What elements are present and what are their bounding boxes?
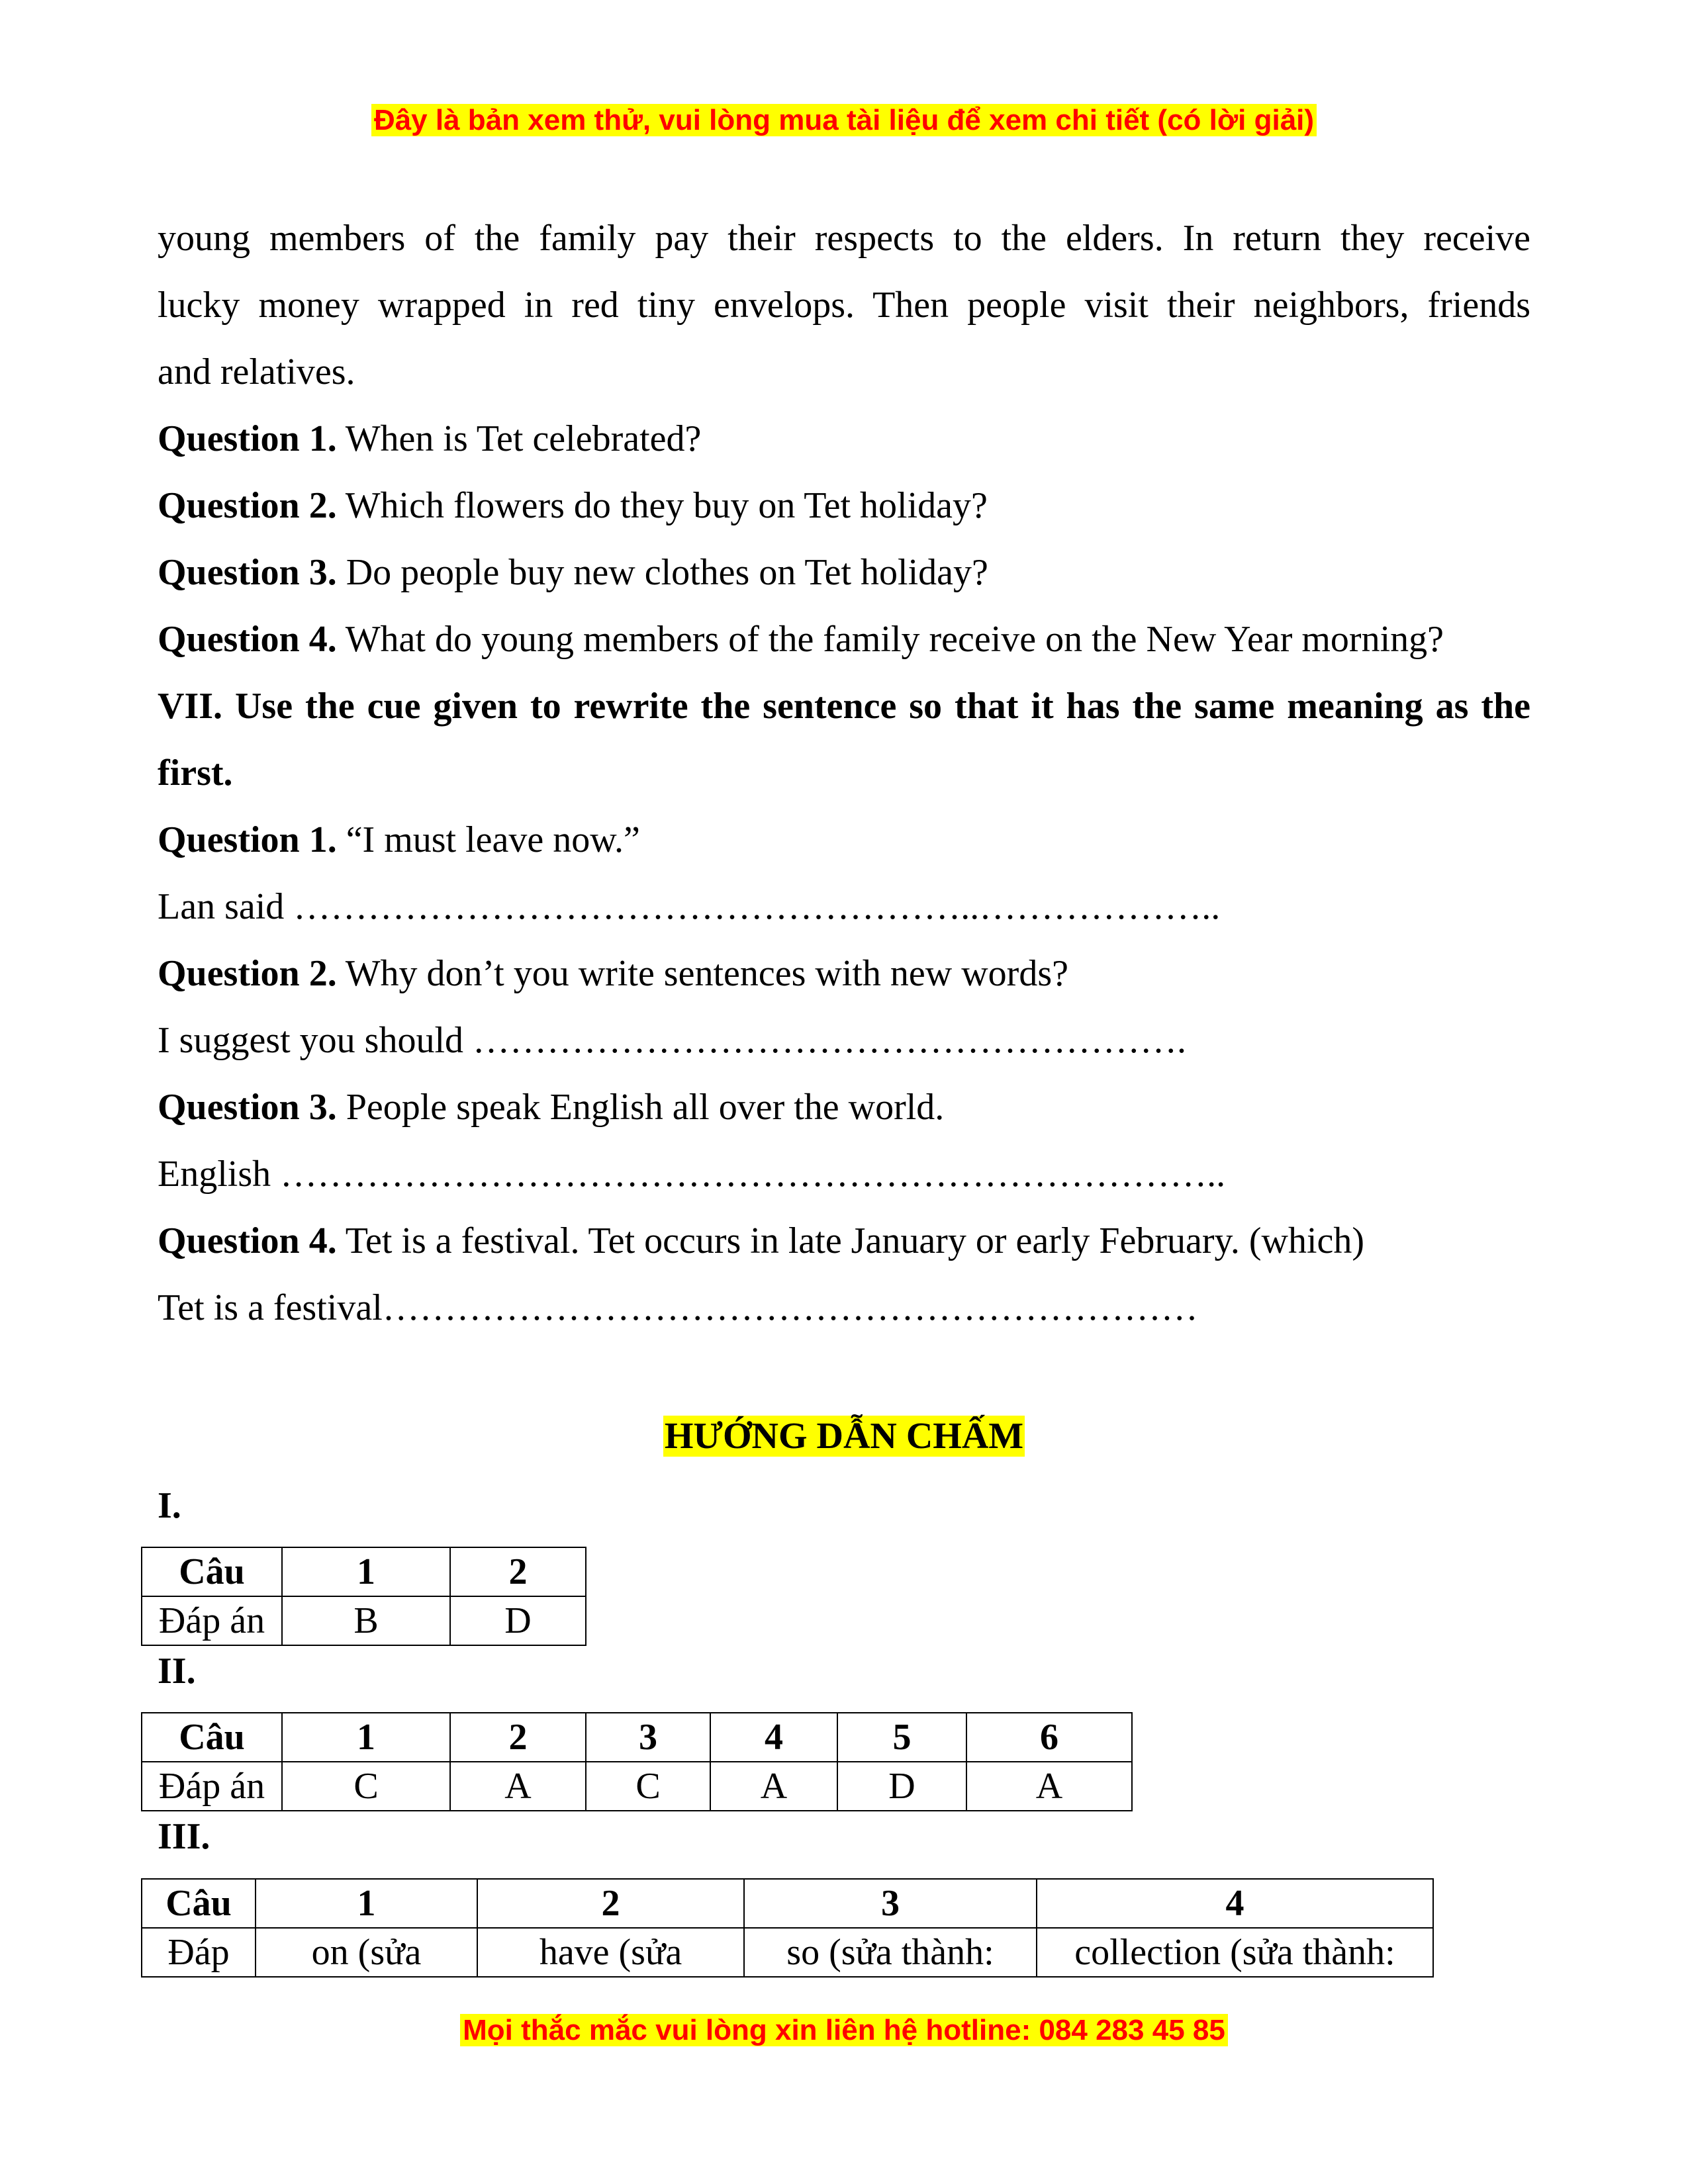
table-cell: 2: [477, 1879, 744, 1928]
question-label: Question 1.: [158, 819, 337, 860]
answer-table-3: [141, 1878, 1434, 1978]
question-text: Why don’t you write sentences with new words?: [336, 953, 1068, 994]
preview-notice-text: Đây là bản xem thử, vui lòng mua tài liệu để xem chi tiết (có lời giải): [371, 104, 1317, 136]
table-cell: on (sửa: [256, 1928, 477, 1977]
preview-notice-banner: [0, 101, 1688, 140]
answer-key-title-text: HƯỚNG DẪN CHẤM: [664, 1416, 1024, 1457]
table-cell: 1: [282, 1713, 450, 1762]
table-cell: C: [282, 1762, 450, 1811]
question-text: Do people buy new clothes on Tet holiday?: [336, 552, 988, 593]
reading-question-4: [158, 606, 1530, 673]
question-label: Question 3.: [158, 552, 337, 593]
question-label: Question 4.: [158, 619, 337, 660]
passage-line-3: and relatives.: [158, 351, 355, 392]
table-cell: Câu: [142, 1879, 256, 1928]
hotline-text: Mọi thắc mắc vui lòng xin liên hệ hotline: 084 283 45 85: [460, 2014, 1228, 2046]
table-cell: D: [837, 1762, 966, 1811]
answer-section-3-label: III.: [158, 1816, 211, 1857]
question-text: Tet is a festival. Tet occurs in late January or early February. (which): [336, 1220, 1365, 1261]
rewrite-cue-2: I suggest you should ………………………………………………….: [158, 1020, 1186, 1061]
table-cell: Câu: [142, 1713, 282, 1762]
rewrite-cue-3: English …………………………………………………………………..: [158, 1154, 1226, 1195]
table-cell: 1: [282, 1547, 450, 1596]
table-cell: 6: [966, 1713, 1132, 1762]
table-header-row: [142, 1879, 1433, 1928]
question-text: What do young members of the family receive on the New Year morning?: [336, 619, 1444, 660]
table-cell: B: [282, 1596, 450, 1645]
question-label: Question 1.: [158, 418, 337, 459]
rewrite-question-3: [158, 1074, 1530, 1141]
table-cell: 5: [837, 1713, 966, 1762]
rewrite-question-1: [158, 807, 1530, 874]
document-body: [158, 205, 1530, 1342]
table-cell: 2: [450, 1547, 586, 1596]
table-cell: Đáp: [142, 1928, 256, 1977]
answer-table-2: [141, 1712, 1133, 1811]
table-header-row: [142, 1713, 1132, 1762]
answer-table-1: [141, 1547, 586, 1646]
answer-key-title: [0, 1410, 1688, 1463]
hotline-banner: [0, 2011, 1688, 2050]
table-cell: Đáp án: [142, 1762, 282, 1811]
table-cell: have (sửa: [477, 1928, 744, 1977]
question-label: Question 2.: [158, 485, 337, 526]
table-cell: 3: [586, 1713, 710, 1762]
table-row: [142, 1762, 1132, 1811]
table-cell: Đáp án: [142, 1596, 282, 1645]
table-header-row: [142, 1547, 586, 1596]
question-text: People speak English all over the world.: [336, 1087, 945, 1128]
rewrite-question-2: [158, 940, 1530, 1007]
table-cell: 3: [744, 1879, 1037, 1928]
reading-question-1: [158, 406, 1530, 473]
table-row: [142, 1596, 586, 1645]
table-cell: C: [586, 1762, 710, 1811]
table-cell: 4: [710, 1713, 837, 1762]
table-cell: A: [710, 1762, 837, 1811]
passage-line-2: lucky money wrapped in red tiny envelops. Then people visit their neighbors, friends: [158, 285, 1530, 326]
rewrite-cue-4: Tet is a festival…………………………………………………………: [158, 1287, 1198, 1328]
table-cell: D: [450, 1596, 586, 1645]
question-label: Question 3.: [158, 1087, 337, 1128]
table-cell: 1: [256, 1879, 477, 1928]
passage-line-1: young members of the family pay their respects to the elders. In return they receive: [158, 218, 1530, 259]
table-cell: A: [450, 1762, 586, 1811]
table-cell: A: [966, 1762, 1132, 1811]
question-text: Which flowers do they buy on Tet holiday?: [336, 485, 988, 526]
question-label: Question 2.: [158, 953, 337, 994]
section-7-heading: VII. Use the cue given to rewrite the sentence so that it has the same meaning as the: [158, 686, 1530, 727]
table-cell: Câu: [142, 1547, 282, 1596]
question-text: When is Tet celebrated?: [336, 418, 702, 459]
reading-question-2: [158, 473, 1530, 539]
question-text: “I must leave now.”: [336, 819, 640, 860]
rewrite-cue-1: Lan said ………………………………………………..………………..: [158, 886, 1221, 927]
answer-section-2-label: II.: [158, 1651, 196, 1692]
answer-section-1-label: I.: [158, 1485, 181, 1526]
table-row: [142, 1928, 1433, 1977]
table-cell: so (sửa thành:: [744, 1928, 1037, 1977]
section-7-heading-cont: first.: [158, 752, 233, 794]
table-cell: collection (sửa thành:: [1037, 1928, 1433, 1977]
question-label: Question 4.: [158, 1220, 337, 1261]
table-cell: 2: [450, 1713, 586, 1762]
reading-question-3: [158, 539, 1530, 606]
rewrite-question-4: [158, 1208, 1530, 1275]
table-cell: 4: [1037, 1879, 1433, 1928]
